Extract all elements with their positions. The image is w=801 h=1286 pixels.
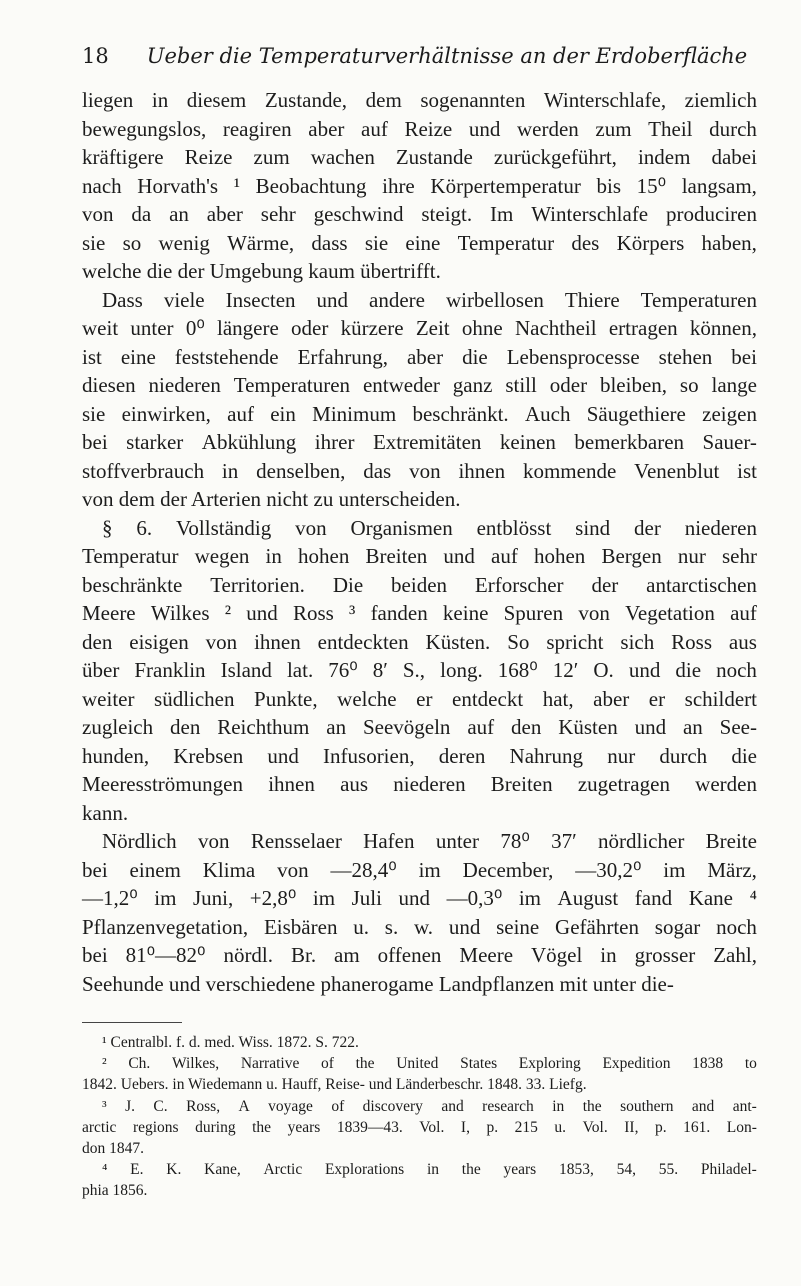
text-line: hunden, Krebsen und Infusorien, deren Nahrung nur durch die	[82, 743, 757, 768]
text-line: nach Horvath's ¹ Beobachtung ihre Körpertemperatur bis 15⁰ langsam,	[82, 173, 757, 198]
body-text	[82, 86, 757, 998]
running-title: Ueber die Temperaturverhältnisse an der Erdoberfläche	[146, 44, 748, 68]
text-line: sie so wenig Wärme, dass sie eine Temperatur des Körpers haben,	[82, 230, 757, 255]
text-line: kann.	[82, 800, 129, 825]
text-line: weiter südlichen Punkte, welche er entdeckt hat, aber er schildert	[82, 686, 757, 711]
page-number: 18	[82, 44, 109, 68]
text-line: bewegungslos, reagiren aber auf Reize und werden zum Theil durch	[82, 116, 757, 141]
text-line: liegen in diesem Zustande, dem sogenannten Winterschlafe, ziemlich	[82, 88, 757, 112]
text-line: von da an aber sehr geschwind steigt. Im Winterschlafe produciren	[82, 202, 757, 226]
text-line: bei einem Klima von —28,4⁰ im December, —30,2⁰ im März,	[82, 857, 757, 882]
text-line: Pflanzenvegetation, Eisbären u. s. w. und seine Gefährten sogar noch	[82, 914, 757, 939]
footnote-line: don 1847.	[82, 1139, 144, 1157]
text-line: Temperatur wegen in hohen Breiten und auf hohen Bergen nur sehr	[82, 544, 757, 568]
text-line: § 6. Vollständig von Organismen entblösst sind der niederen	[102, 515, 757, 540]
text-line: den eisigen von ihnen entdeckten Küsten. So spricht sich Ross aus	[82, 629, 757, 654]
footnote-line: ³ J. C. Ross, A voyage of discovery and research in the southern and ant-	[102, 1097, 757, 1115]
footnotes	[82, 1032, 757, 1202]
text-line: über Franklin Island lat. 76⁰ 8′ S., long. 168⁰ 12′ O. und die noch	[82, 658, 757, 682]
text-line: Meeresströmungen ihnen aus niederen Breiten zugetragen werden	[82, 772, 757, 796]
text-line: beschränkte Territorien. Die beiden Erforscher der antarctischen	[82, 572, 757, 597]
text-line: welche die der Umgebung kaum übertrifft.	[82, 259, 441, 283]
text-line: bei starker Abkühlung ihrer Extremitäten keinen bemerkbaren Sauer-	[82, 430, 757, 454]
text-line: Dass viele Insecten und andere wirbellosen Thiere Temperaturen	[102, 287, 757, 312]
text-line: diesen niederen Temperaturen entweder ganz still oder bleiben, so lange	[82, 373, 757, 397]
text-line: zugleich den Reichthum an Seevögeln auf den Küsten und an See-	[82, 715, 757, 739]
text-line: weit unter 0⁰ längere oder kürzere Zeit ohne Nachtheil ertragen können,	[82, 316, 757, 340]
text-line: stoffverbrauch in denselben, das von ihnen kommende Venenblut ist	[82, 458, 757, 483]
footnote-line: 1842. Uebers. in Wiedemann u. Hauff, Reise- und Länderbeschr. 1848. 33. Liefg.	[82, 1076, 587, 1094]
text-line: —1,2⁰ im Juni, +2,8⁰ im Juli und —0,3⁰ im August fand Kane ⁴	[82, 886, 757, 910]
text-line: von dem der Arterien nicht zu unterscheiden.	[82, 487, 461, 511]
text-line: Seehunde und verschiedene phanerogame Landpflanzen mit unter die-	[82, 971, 674, 996]
text-line: ist eine feststehende Erfahrung, aber die Lebensprocesse stehen bei	[82, 344, 757, 369]
footnote-line: arctic regions during the years 1839—43. Vol. I, p. 215 u. Vol. II, p. 161. Lon-	[82, 1118, 757, 1136]
footnote-line: ² Ch. Wilkes, Narrative of the United States Exploring Expedition 1838 to	[102, 1055, 757, 1073]
text-line: sie einwirken, auf ein Minimum beschränkt. Auch Säugethiere zeigen	[82, 401, 757, 426]
text-line: bei 81⁰—82⁰ nördl. Br. am offenen Meere Vögel in grosser Zahl,	[82, 943, 757, 967]
footnote-line: ⁴ E. K. Kane, Arctic Explorations in the years 1853, 54, 55. Philadel-	[102, 1161, 757, 1179]
footnote-rule	[82, 1022, 182, 1023]
text-line: Meere Wilkes ² und Ross ³ fanden keine Spuren von Vegetation auf	[82, 601, 757, 625]
page-header	[82, 44, 762, 76]
text-line: kräftigere Reize zum wachen Zustande zurückgeführt, indem dabei	[82, 145, 757, 169]
text-line: Nördlich von Rensselaer Hafen unter 78⁰ 37′ nördlicher Breite	[102, 829, 757, 853]
footnote-line: ¹ Centralbl. f. d. med. Wiss. 1872. S. 722.	[102, 1034, 359, 1051]
footnote-line: phia 1856.	[82, 1182, 148, 1200]
